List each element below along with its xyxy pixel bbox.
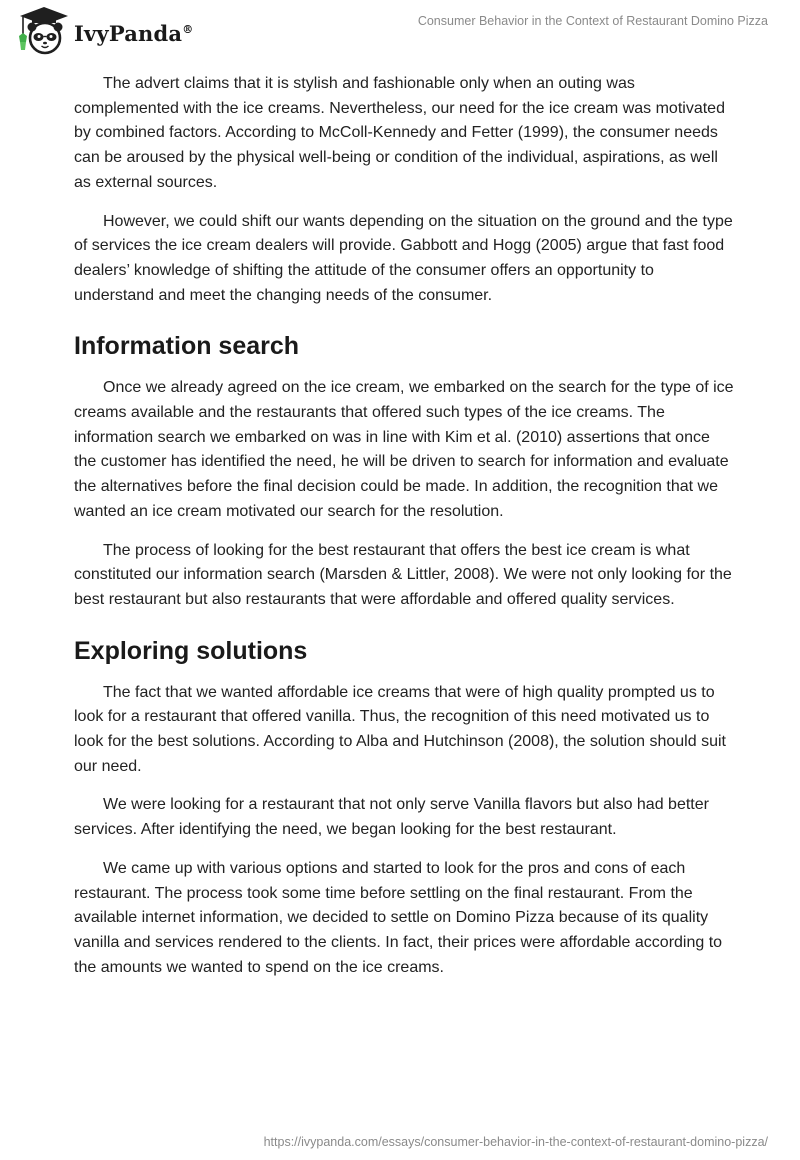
paragraph: We came up with various options and started to look for the pros and cons of each restaurant. The process took some time before settling on the final restaurant. From the available internet information, we decided to settle on Domino Pizza because of its quality vanilla and services rendered to the clients. In fact, their prices were affordable according to the amounts we wanted to spend on the ice creams. [74,859,723,976]
paragraph: The process of looking for the best restaurant that offers the best ice cream is what constituted our information search (Marsden & Littler, 2008). We were not only looking for the best restaurant but also restaurants that were affordable and offered quality services. [74,541,732,608]
panda-graduate-icon [14,6,70,56]
paragraph: The advert claims that it is stylish and fashionable only when an outing was complemented with the ice creams. Nevertheless, our need for the ice cream was motivated by combined factors. According to McColl-Kennedy and Fetter (1999), the consumer needs can be aroused by the physical well-being or condition of the individual, aspirations, as well as external sources. [74,75,725,191]
source-url-link[interactable]: https://ivypanda.com/essays/consumer-behavior-in-the-context-of-restaurant-domino-pizza/ [263,1135,768,1149]
ivypanda-logo[interactable] [14,6,193,56]
brand-name [74,21,193,46]
section-heading-information-search: Information search [74,332,300,361]
paragraph: We were looking for a restaurant that not only serve Vanilla flavors but also had better services. After identifying the need, we began looking for the best restaurant. [74,796,709,839]
paragraph: The fact that we wanted affordable ice creams that were of high quality prompted us to look for a restaurant that offered vanilla. Thus, the recognition of this need motivated us to look for the best solutions. According to Alba and Hutchinson (2008), the solution should suit our need. [74,683,726,775]
paragraph: Once we already agreed on the ice cream, we embarked on the search for the type of ice creams available and the restaurants that offered such types of the ice creams. The information search we embarked on was in line with Kim et al. (2010) assertions that once the customer has identified the need, he will be driven to search for information and evaluate the alternatives before the final decision could be made. In addition, the recognition that we wanted an ice cream motivated our search for the resolution. [74,379,734,520]
brand-name-text: IvyPanda [74,20,183,46]
paragraph: However, we could shift our wants depending on the situation on the ground and the type of services the ice cream dealers will provide. Gabbott and Hogg (2005) argue that fast food dealers’ knowledge of shifting the attitude of the consumer offers an opportunity to understand and meet the changing needs of the consumer. [74,212,733,304]
essay-content [74,72,734,994]
section-heading-exploring-solutions: Exploring solutions [74,636,308,665]
page-header [0,0,800,60]
registered-mark: ® [182,22,194,36]
document-title: Consumer Behavior in the Context of Restaurant Domino Pizza [417,14,768,28]
